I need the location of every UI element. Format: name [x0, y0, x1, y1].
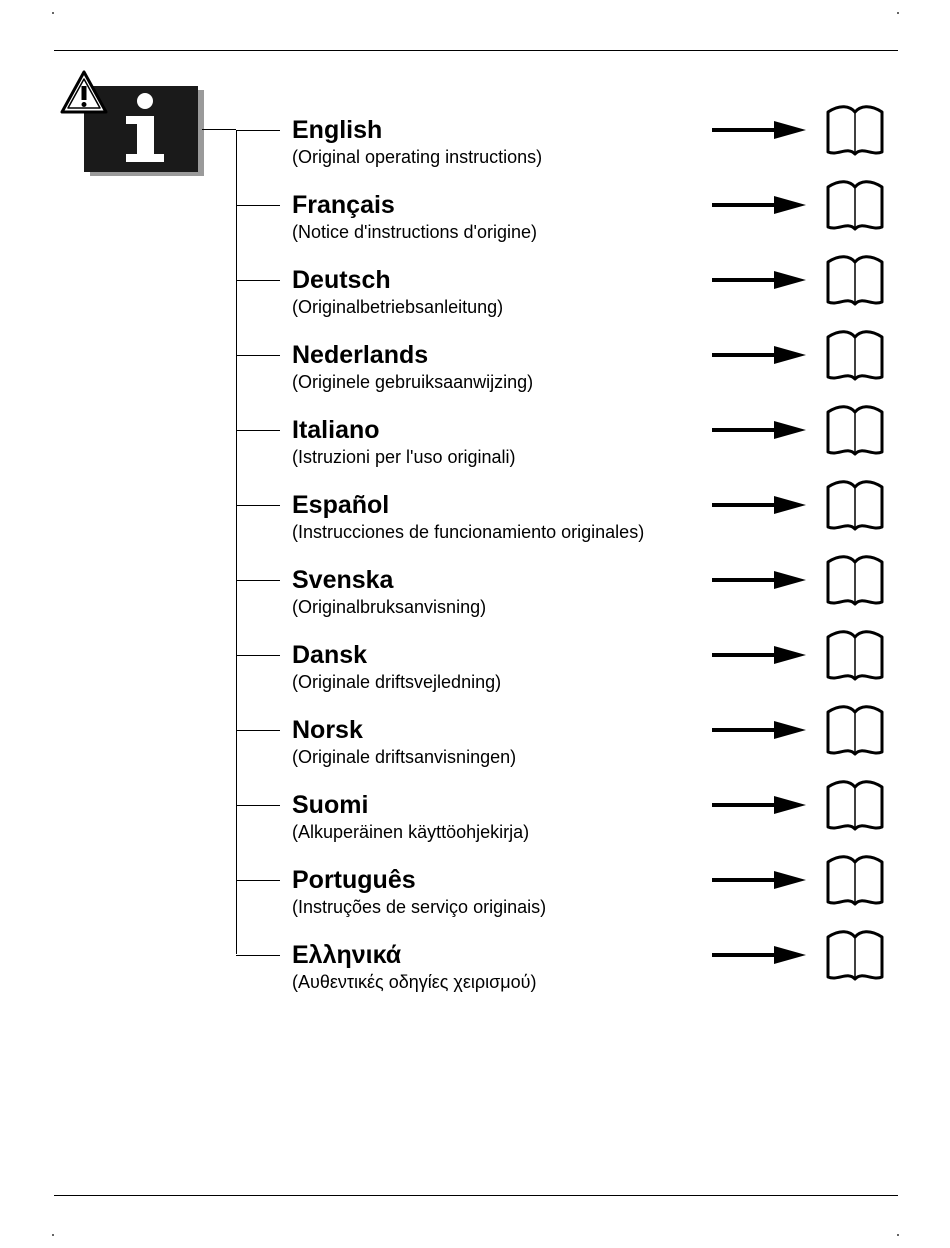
corner-mark-top-right	[897, 12, 899, 14]
language-name: Ελληνικά	[292, 941, 402, 969]
connector-branch	[236, 655, 280, 656]
language-name: Nederlands	[292, 341, 429, 369]
arrow-right-icon	[712, 120, 806, 140]
book-icon[interactable]	[820, 102, 890, 158]
language-entry	[236, 566, 916, 646]
book-icon[interactable]	[820, 477, 890, 533]
language-name: Suomi	[292, 791, 369, 819]
connector-branch	[236, 805, 280, 806]
language-name: Italiano	[292, 416, 380, 444]
book-icon[interactable]	[820, 177, 890, 233]
language-subtitle: (Originalbetriebsanleitung)	[292, 297, 504, 317]
book-icon[interactable]	[820, 327, 890, 383]
book-icon[interactable]	[820, 777, 890, 833]
arrow-right-icon	[712, 345, 806, 365]
language-subtitle: (Originalbruksanvisning)	[292, 597, 487, 617]
connector-branch	[236, 130, 280, 131]
connector-branch	[236, 880, 280, 881]
language-name: English	[292, 116, 383, 144]
corner-mark-bottom-left	[52, 1234, 54, 1236]
language-entry	[236, 416, 916, 496]
arrow-right-icon	[712, 795, 806, 815]
language-entry	[236, 641, 916, 721]
arrow-right-icon	[712, 570, 806, 590]
language-subtitle: (Αυθεντικές οδηγίες χειρισμού)	[292, 972, 537, 992]
language-name: Deutsch	[292, 266, 391, 294]
language-subtitle: (Alkuperäinen käyttöohjekirja)	[292, 822, 530, 842]
language-subtitle: (Originale driftsanvisningen)	[292, 747, 517, 767]
book-icon[interactable]	[820, 252, 890, 308]
arrow-right-icon	[712, 195, 806, 215]
language-entry	[236, 941, 916, 1021]
connector-branch	[236, 355, 280, 356]
language-entry	[236, 791, 916, 871]
language-entry	[236, 716, 916, 796]
connector-branch	[236, 430, 280, 431]
language-name: Svenska	[292, 566, 394, 594]
language-name: Dansk	[292, 641, 368, 669]
connector-hook	[202, 129, 236, 130]
book-icon[interactable]	[820, 927, 890, 983]
language-entry	[236, 191, 916, 271]
connector-branch	[236, 955, 280, 956]
arrow-right-icon	[712, 945, 806, 965]
bottom-rule	[54, 1195, 898, 1196]
corner-mark-top-left	[52, 12, 54, 14]
arrow-right-icon	[712, 720, 806, 740]
book-icon[interactable]	[820, 702, 890, 758]
language-name: Norsk	[292, 716, 363, 744]
warning-info-icon	[56, 66, 208, 178]
language-name: Français	[292, 191, 395, 219]
corner-mark-bottom-right	[897, 1234, 899, 1236]
connector-branch	[236, 730, 280, 731]
language-entry	[236, 341, 916, 421]
language-name: Español	[292, 491, 390, 519]
top-rule	[54, 50, 898, 51]
language-name: Português	[292, 866, 416, 894]
arrow-right-icon	[712, 495, 806, 515]
arrow-right-icon	[712, 270, 806, 290]
arrow-right-icon	[712, 870, 806, 890]
connector-branch	[236, 205, 280, 206]
language-entry	[236, 491, 916, 571]
language-entry	[236, 116, 916, 196]
language-subtitle: (Originele gebruiksaanwijzing)	[292, 372, 534, 392]
language-subtitle: (Notice d'instructions d'origine)	[292, 222, 537, 242]
arrow-right-icon	[712, 420, 806, 440]
arrow-right-icon	[712, 645, 806, 665]
book-icon[interactable]	[820, 852, 890, 908]
language-subtitle: (Instrucciones de funcionamiento originales)	[292, 522, 645, 542]
language-entry	[236, 266, 916, 346]
language-subtitle: (Originale driftsvejledning)	[292, 672, 502, 692]
connector-branch	[236, 580, 280, 581]
book-icon[interactable]	[820, 402, 890, 458]
language-entry	[236, 866, 916, 946]
language-subtitle: (Original operating instructions)	[292, 147, 543, 167]
language-subtitle: (Istruzioni per l'uso originali)	[292, 447, 516, 467]
language-subtitle: (Instruções de serviço originais)	[292, 897, 547, 917]
book-icon[interactable]	[820, 627, 890, 683]
connector-branch	[236, 505, 280, 506]
book-icon[interactable]	[820, 552, 890, 608]
connector-branch	[236, 280, 280, 281]
